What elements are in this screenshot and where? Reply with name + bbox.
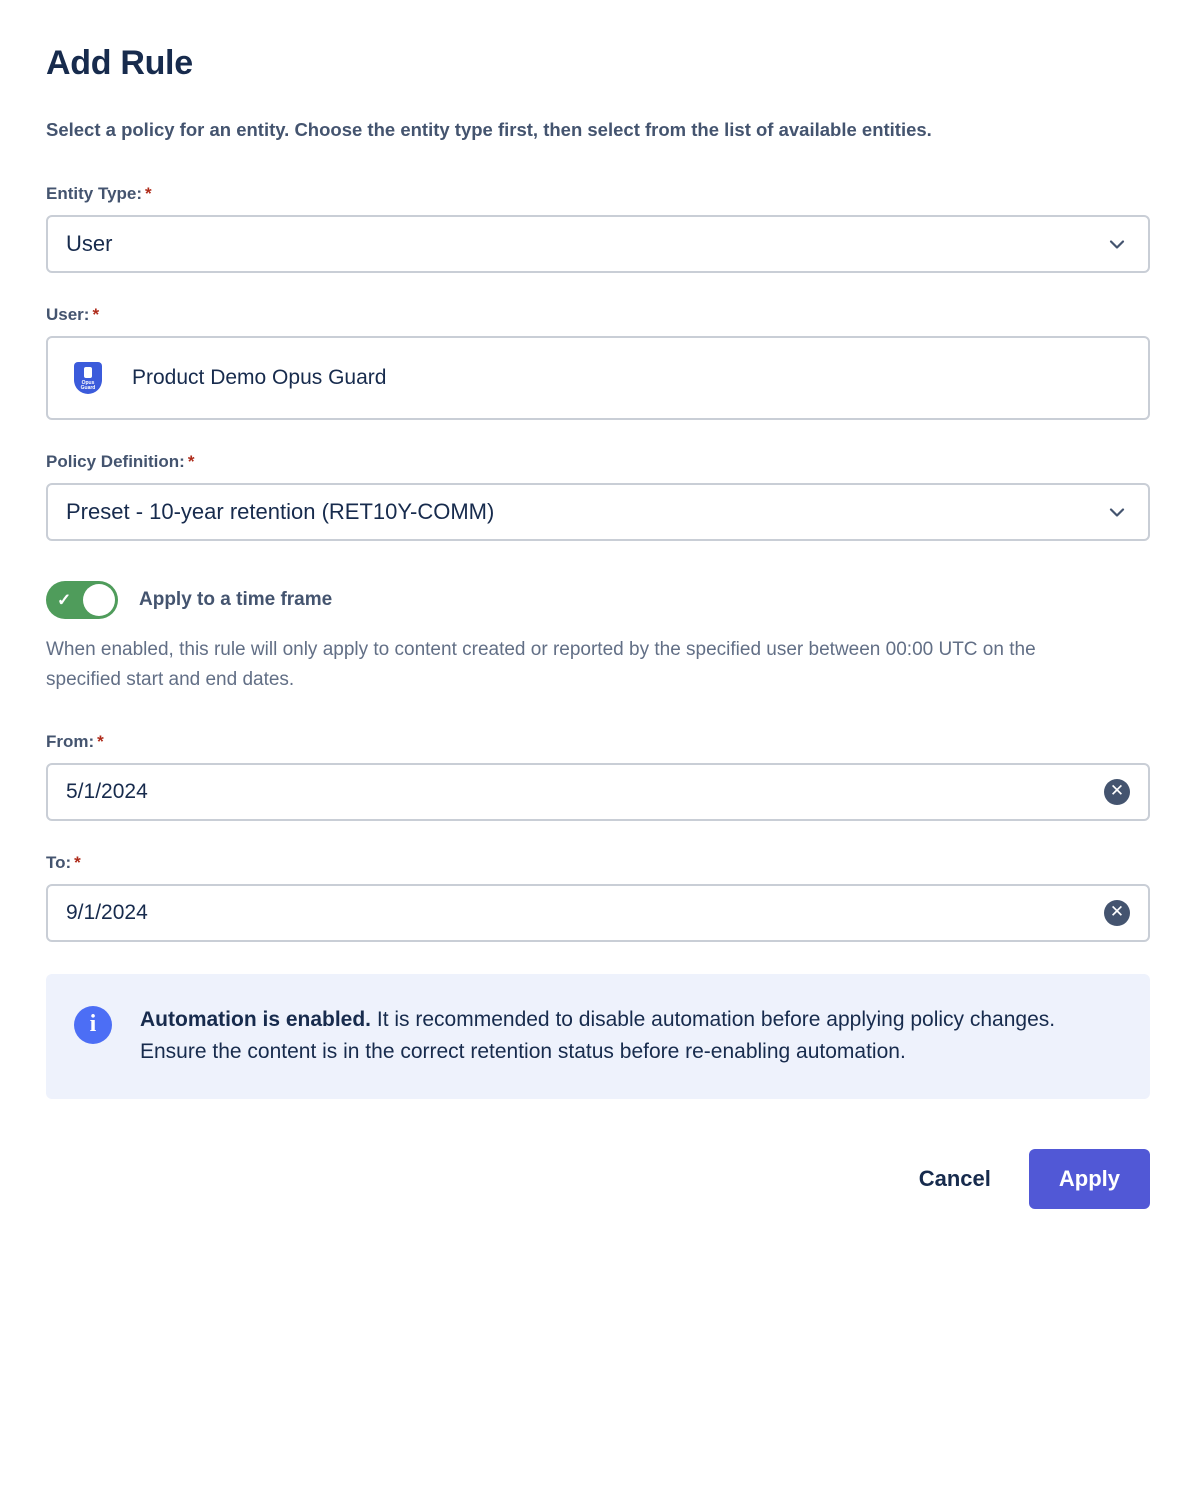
from-label: [46, 732, 1150, 752]
required-asterisk: *: [92, 304, 100, 324]
toggle-knob: [83, 584, 115, 616]
apply-time-frame-label: Apply to a time frame: [139, 588, 333, 610]
to-date-value: 9/1/2024: [66, 900, 148, 924]
policy-definition-select[interactable]: [46, 483, 1150, 541]
to-label: [46, 853, 1150, 873]
from-date-value: 5/1/2024: [66, 779, 148, 803]
entity-type-label-text: Entity Type:: [46, 183, 143, 203]
user-label: [46, 305, 1150, 325]
required-asterisk: *: [97, 731, 104, 751]
info-icon: i: [74, 1006, 112, 1044]
avatar-line2: Guard: [80, 385, 96, 392]
page-title: Add Rule: [46, 44, 193, 82]
automation-info-strong: Automation is enabled.: [140, 1007, 372, 1031]
required-asterisk: *: [74, 852, 81, 872]
automation-info-text: [140, 1004, 1118, 1069]
to-label-text: To:: [46, 852, 72, 872]
chevron-down-icon: [1106, 501, 1128, 523]
chevron-down-icon: [1106, 233, 1128, 255]
user-value: Product Demo Opus Guard: [132, 365, 387, 389]
clear-icon[interactable]: ✕: [1104, 779, 1130, 805]
clear-icon[interactable]: ✕: [1104, 900, 1130, 926]
to-date-input[interactable]: [46, 884, 1150, 942]
automation-info-banner: [46, 974, 1150, 1099]
entity-type-field: [46, 184, 1150, 273]
automation-info-body: It is recommended to disable automation before applying policy changes. Ensure the content is in the correct retention status before re-enabling automation.: [140, 1007, 1056, 1064]
policy-definition-label-text: Policy Definition:: [46, 451, 185, 471]
entity-type-value: User: [66, 230, 113, 256]
entity-type-label: [46, 184, 1150, 204]
apply-time-frame-toggle[interactable]: [46, 581, 118, 619]
policy-definition-label: [46, 452, 1150, 472]
time-frame-helper-text: When enabled, this rule will only apply to content created or reported by the specified user between 00:00 UTC on the specified start and end dates.: [46, 638, 1036, 691]
cancel-button[interactable]: Cancel: [899, 1152, 1011, 1206]
check-icon: ✓: [57, 590, 72, 610]
policy-definition-value: Preset - 10-year retention (RET10Y-COMM): [66, 498, 495, 524]
policy-definition-field: [46, 452, 1150, 541]
to-date-field: [46, 853, 1150, 942]
dialog-subtitle: Select a policy for an entity. Choose the entity type first, then select from the list of available entities.: [46, 119, 932, 140]
apply-button[interactable]: Apply: [1029, 1149, 1150, 1209]
from-label-text: From:: [46, 731, 95, 751]
user-field: [46, 305, 1150, 420]
avatar-line1: Opus: [81, 379, 95, 386]
avatar: [70, 360, 106, 396]
shield-notch: [84, 367, 92, 378]
dialog-actions: [46, 1149, 1150, 1209]
from-date-field: [46, 732, 1150, 821]
from-date-input[interactable]: [46, 763, 1150, 821]
required-asterisk: *: [187, 451, 195, 471]
shield-icon: [74, 362, 102, 394]
entity-type-select[interactable]: [46, 215, 1150, 273]
user-label-text: User:: [46, 304, 90, 324]
required-asterisk: *: [145, 183, 152, 203]
time-frame-toggle-row: [46, 581, 1150, 619]
user-input[interactable]: [46, 336, 1150, 420]
